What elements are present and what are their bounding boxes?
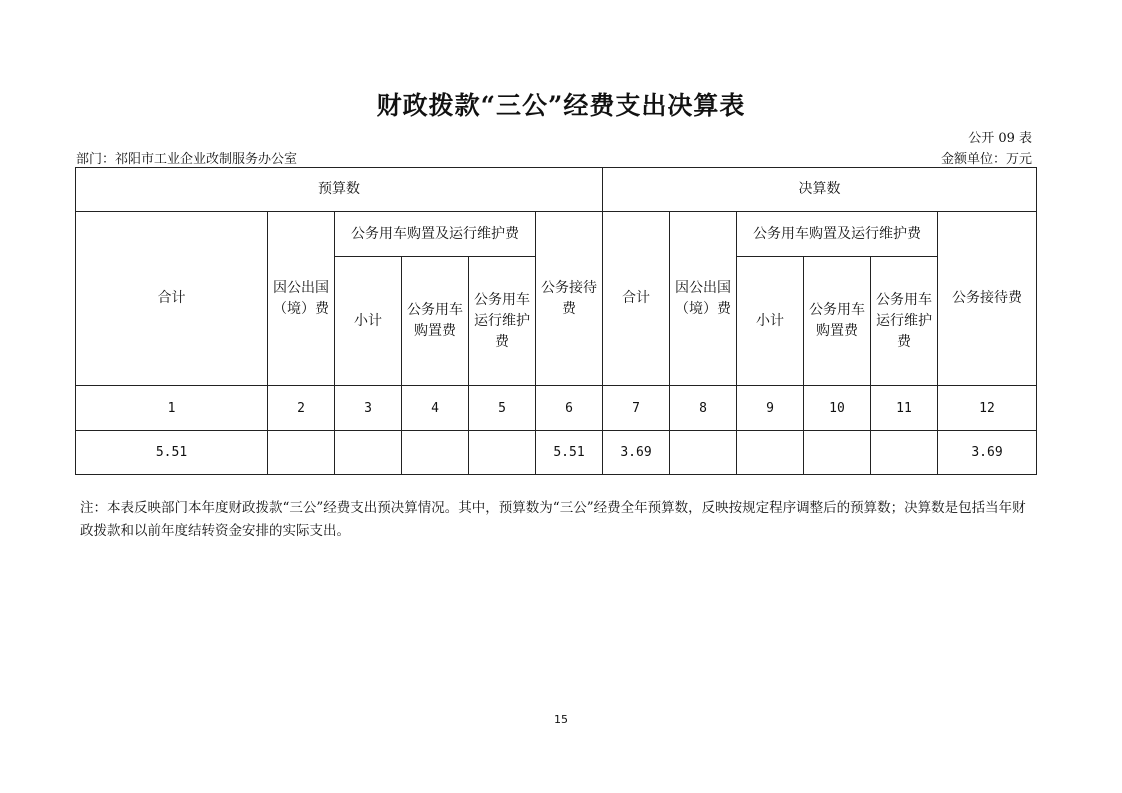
- budget-vehicle-header: 公务用车购置及运行维护费: [335, 212, 536, 257]
- final-vehicle-header: 公务用车购置及运行维护费: [737, 212, 938, 257]
- final-abroad-value: [670, 431, 737, 475]
- final-subtotal-value: [737, 431, 804, 475]
- budget-purchase-value: [402, 431, 469, 475]
- budget-total-value: 5.51: [76, 431, 268, 475]
- index-cell: 10: [804, 386, 871, 431]
- budget-header: 预算数: [76, 168, 603, 212]
- budget-subtotal-header: 小计: [335, 257, 402, 386]
- budget-purchase-header: 公务用车购置费: [402, 257, 469, 386]
- budget-operation-header: 公务用车运行维护费: [469, 257, 536, 386]
- index-cell: 12: [938, 386, 1037, 431]
- index-cell: 2: [268, 386, 335, 431]
- footnote: 注：本表反映部门本年度财政拨款“三公”经费支出预决算情况。其中，预算数为“三公”经费全年预算数，反映按规定程序调整后的预算数；决算数是包括当年财政拨款和以前年度结转资金安排的实际支出。: [80, 500, 1026, 539]
- index-cell: 1: [76, 386, 268, 431]
- budget-abroad-header: 因公出国（境）费: [268, 212, 335, 386]
- final-operation-header: 公务用车运行维护费: [871, 257, 938, 386]
- budget-reception-header: 公务接待费: [536, 212, 603, 386]
- index-cell: 8: [670, 386, 737, 431]
- budget-reception-value: 5.51: [536, 431, 603, 475]
- final-reception-value: 3.69: [938, 431, 1037, 475]
- index-row: [76, 386, 1037, 431]
- header-row-2: [76, 212, 1037, 257]
- amount-unit: 金额单位：万元: [940, 152, 1032, 167]
- final-subtotal-header: 小计: [737, 257, 804, 386]
- index-cell: 6: [536, 386, 603, 431]
- budget-operation-value: [469, 431, 536, 475]
- budget-total-header: 合计: [76, 212, 268, 386]
- final-header: 决算数: [603, 168, 1037, 212]
- report-title: 财政拨款“三公”经费支出决算表: [376, 91, 746, 120]
- final-purchase-header: 公务用车购置费: [804, 257, 871, 386]
- data-row: [76, 431, 1037, 475]
- final-purchase-value: [804, 431, 871, 475]
- index-cell: 9: [737, 386, 804, 431]
- budget-abroad-value: [268, 431, 335, 475]
- expense-table: [75, 167, 1037, 475]
- form-number: 公开 09 表: [968, 131, 1032, 146]
- header-row-1: [76, 168, 1037, 212]
- department-label: 部门：祁阳市工业企业改制服务办公室: [76, 152, 298, 167]
- index-cell: 7: [603, 386, 670, 431]
- index-cell: 11: [871, 386, 938, 431]
- index-cell: 4: [402, 386, 469, 431]
- final-abroad-header: 因公出国（境）费: [670, 212, 737, 386]
- final-reception-header: 公务接待费: [938, 212, 1037, 386]
- page-number: 15: [554, 713, 568, 726]
- index-cell: 5: [469, 386, 536, 431]
- final-operation-value: [871, 431, 938, 475]
- final-total-header: 合计: [603, 212, 670, 386]
- final-total-value: 3.69: [603, 431, 670, 475]
- budget-subtotal-value: [335, 431, 402, 475]
- index-cell: 3: [335, 386, 402, 431]
